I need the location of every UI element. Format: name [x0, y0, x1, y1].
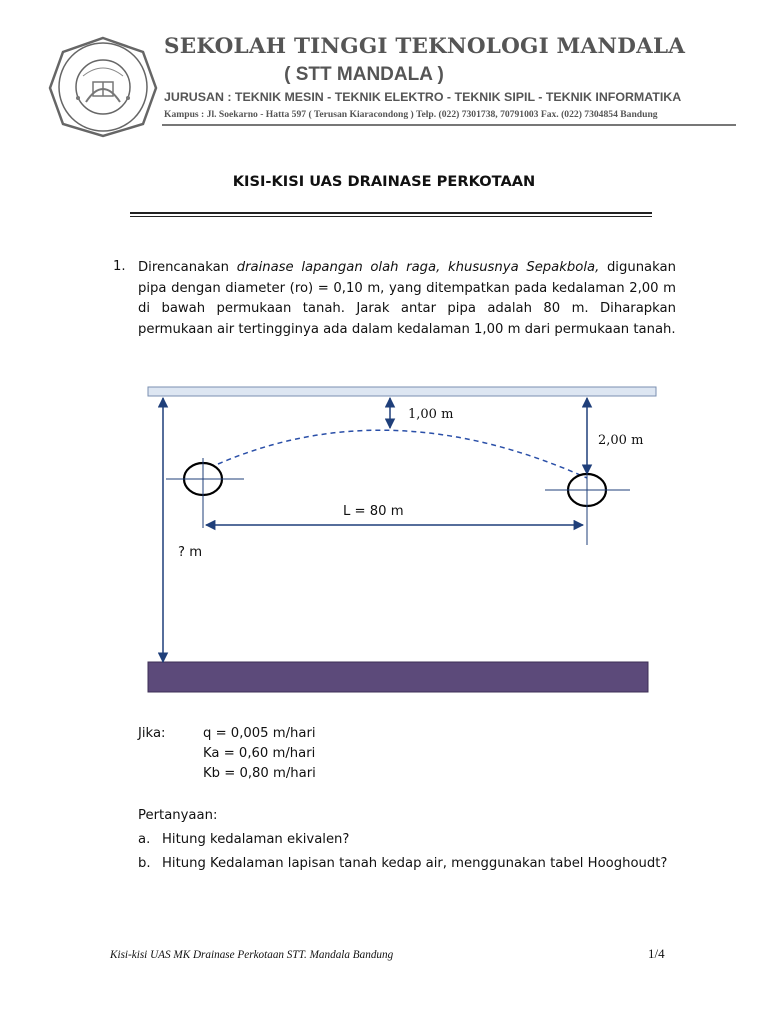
sub-question-text: Hitung kedalaman ekivalen?	[162, 832, 350, 847]
water-table-curve	[218, 430, 587, 478]
document-title: KISI-KISI UAS DRAINASE PERKOTAAN	[232, 173, 536, 190]
letterhead-divider	[162, 124, 736, 126]
footer-text: Kisi-kisi UAS MK Drainase Perkotaan STT. Mandala Bandung	[110, 949, 394, 961]
given-kb: Kb = 0,80 m/hari	[203, 766, 316, 781]
given-label: Jika:	[138, 726, 166, 741]
label-pipe-spacing: L = 80 m	[343, 504, 404, 519]
question-emphasis: drainase lapangan olah raga, khususnya Sepakbola,	[236, 260, 600, 275]
institution-abbreviation: ( STT MANDALA )	[284, 64, 444, 85]
question-text	[138, 258, 676, 340]
title-divider-thick	[130, 212, 652, 214]
sub-question-text: Hitung Kedalaman lapisan tanah kedap air, menggunakan tabel Hooghoudt?	[162, 856, 668, 871]
title-divider-thin	[130, 216, 652, 217]
sub-question-letter: a.	[138, 832, 151, 847]
institution-address: Kampus : Jl. Soekarno - Hatta 597 ( Terusan Kiaracondong ) Telp. (022) 7301738, 70791003 Fax. (022) 7304854 Bandung	[164, 109, 658, 120]
label-watertable-depth: 1,00 m	[408, 407, 454, 422]
sub-question-b	[138, 853, 676, 897]
institution-departments: JURUSAN : TEKNIK MESIN - TEKNIK ELEKTRO - TEKNIK SIPIL - TEKNIK INFORMATIKA	[164, 90, 682, 104]
given-q: q = 0,005 m/hari	[203, 726, 316, 741]
question-body: digunakan pipa dengan diameter (ro) = 0,10 m, yang ditempatkan pada kedalaman 2,00 m di bawah permukaan tanah. Jarak antar pipa adalah 80 m. Diharapkan permukaan air tertingginya ada dalam kedalaman 1,00 m dari permukaan tanah.	[138, 260, 676, 337]
ground-surface	[148, 387, 656, 396]
label-pipe-depth: 2,00 m	[598, 433, 644, 448]
institution-name: SEKOLAH TINGGI TEKNOLOGI MANDALA	[164, 34, 686, 59]
page-number: 1/4	[648, 946, 665, 961]
impermeable-layer	[148, 662, 648, 692]
drain-pipe-left	[166, 458, 244, 528]
drainage-diagram	[0, 370, 768, 710]
institution-logo	[48, 36, 158, 138]
question-intro: Direncanakan	[138, 260, 237, 275]
sub-question-a	[138, 829, 676, 851]
questions-label: Pertanyaan:	[138, 808, 218, 823]
sub-question-letter: b.	[138, 856, 151, 871]
question-number: 1.	[113, 259, 126, 274]
label-unknown-depth: ? m	[178, 545, 203, 560]
given-ka: Ka = 0,60 m/hari	[203, 746, 316, 761]
drain-pipe-right	[545, 470, 630, 545]
